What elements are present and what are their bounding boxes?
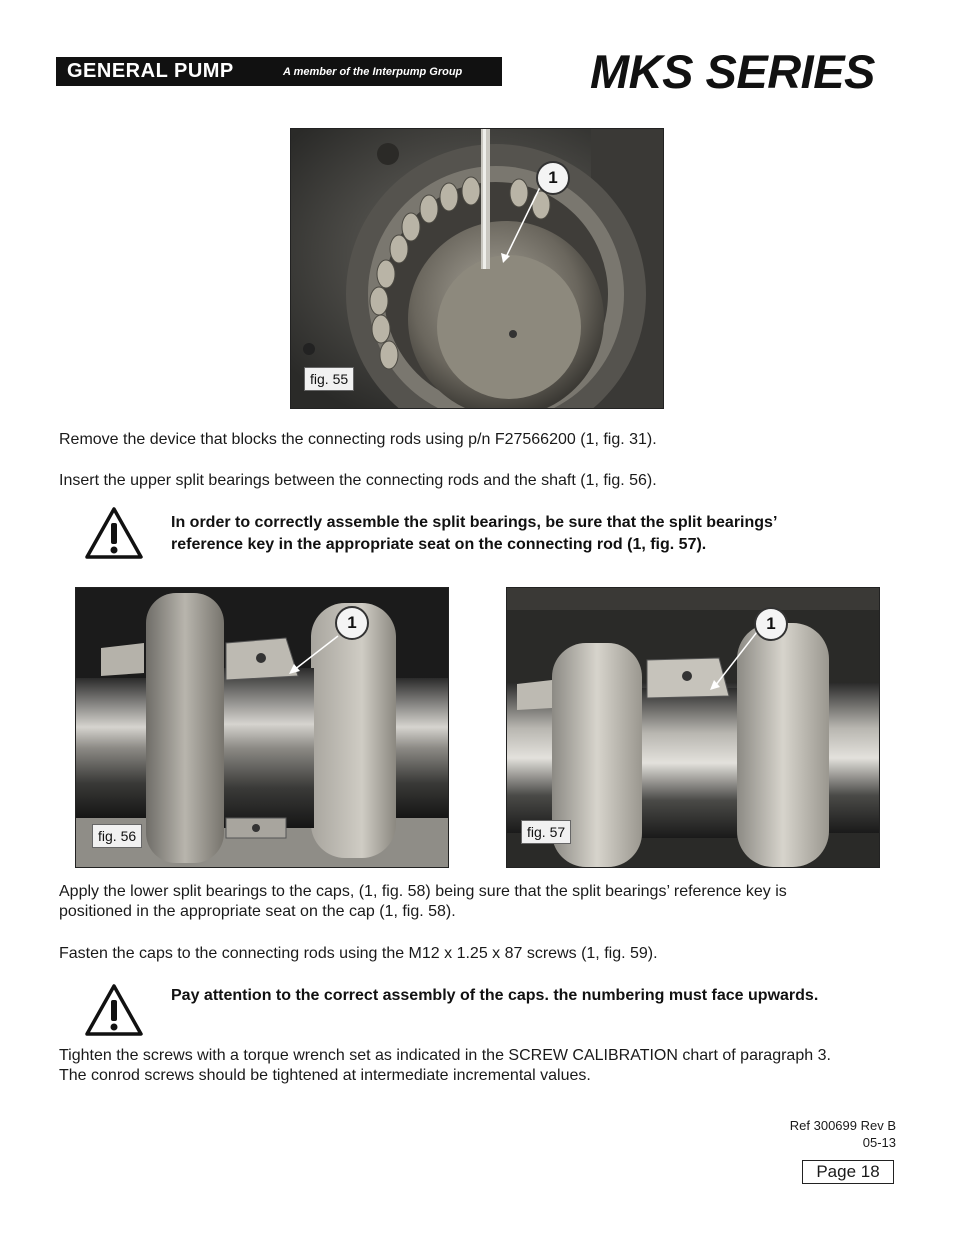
callout-fig-56: 1 [335,606,369,640]
instruction-insert-upper-bearings: Insert the upper split bearings between the connecting rods and the shaft (1, fig. 56). [59,472,657,489]
instruction-apply-lower-bearings [59,882,787,922]
photo-fig-56 [75,587,449,868]
instruction-remove-device: Remove the device that blocks the connecting rods using p/n F27566200 (1, fig. 31). [59,431,657,448]
instruction-tighten-screws [59,1046,831,1086]
series-title: MKS SERIES [590,45,875,98]
instruction-tighten-screws-line1: Tighten the screws with a torque wrench set as indicated in the SCREW CALIBRATION chart of paragraph 3. [59,1047,831,1064]
callout-fig-55: 1 [536,161,570,195]
photo-fig-55 [290,128,664,409]
reference-date: 05-13 [862,1135,896,1150]
instruction-tighten-screws-line2: The conrod screws should be tightened at intermediate incremental values. [59,1067,591,1084]
brand-bar [56,57,502,86]
fig-55-label: fig. 55 [304,367,354,391]
warning-caps-assembly: Pay attention to the correct assembly of the caps. the numbering must face upwards. [171,987,819,1004]
brand-name: GENERAL PUMP [67,60,234,82]
brand-tagline: A member of the Interpump Group [283,65,463,78]
warning-split-bearings-line1: In order to correctly assemble the split bearings, be sure that the split bearings’ [171,514,778,531]
fig-57-label: fig. 57 [521,820,571,844]
page-number: Page 18 [802,1160,894,1184]
fig-56-label: fig. 56 [92,824,142,848]
instruction-apply-lower-bearings-line2: positioned in the appropriate seat on the cap (1, fig. 58). [59,903,456,920]
warning-icon [84,983,144,1037]
instruction-fasten-caps: Fasten the caps to the connecting rods using the M12 x 1.25 x 87 screws (1, fig. 59). [59,945,658,962]
warning-split-bearings-line2: reference key in the appropriate seat on the connecting rod (1, fig. 57). [171,536,707,553]
instruction-apply-lower-bearings-line1: Apply the lower split bearings to the caps, (1, fig. 58) being sure that the split bearings’ reference key is [59,883,787,900]
warning-split-bearings [171,512,871,556]
reference-number: Ref 300699 Rev B [789,1118,896,1133]
callout-fig-57: 1 [754,607,788,641]
document-reference [790,1117,896,1151]
warning-icon [84,506,144,560]
photo-fig-57 [506,587,880,868]
